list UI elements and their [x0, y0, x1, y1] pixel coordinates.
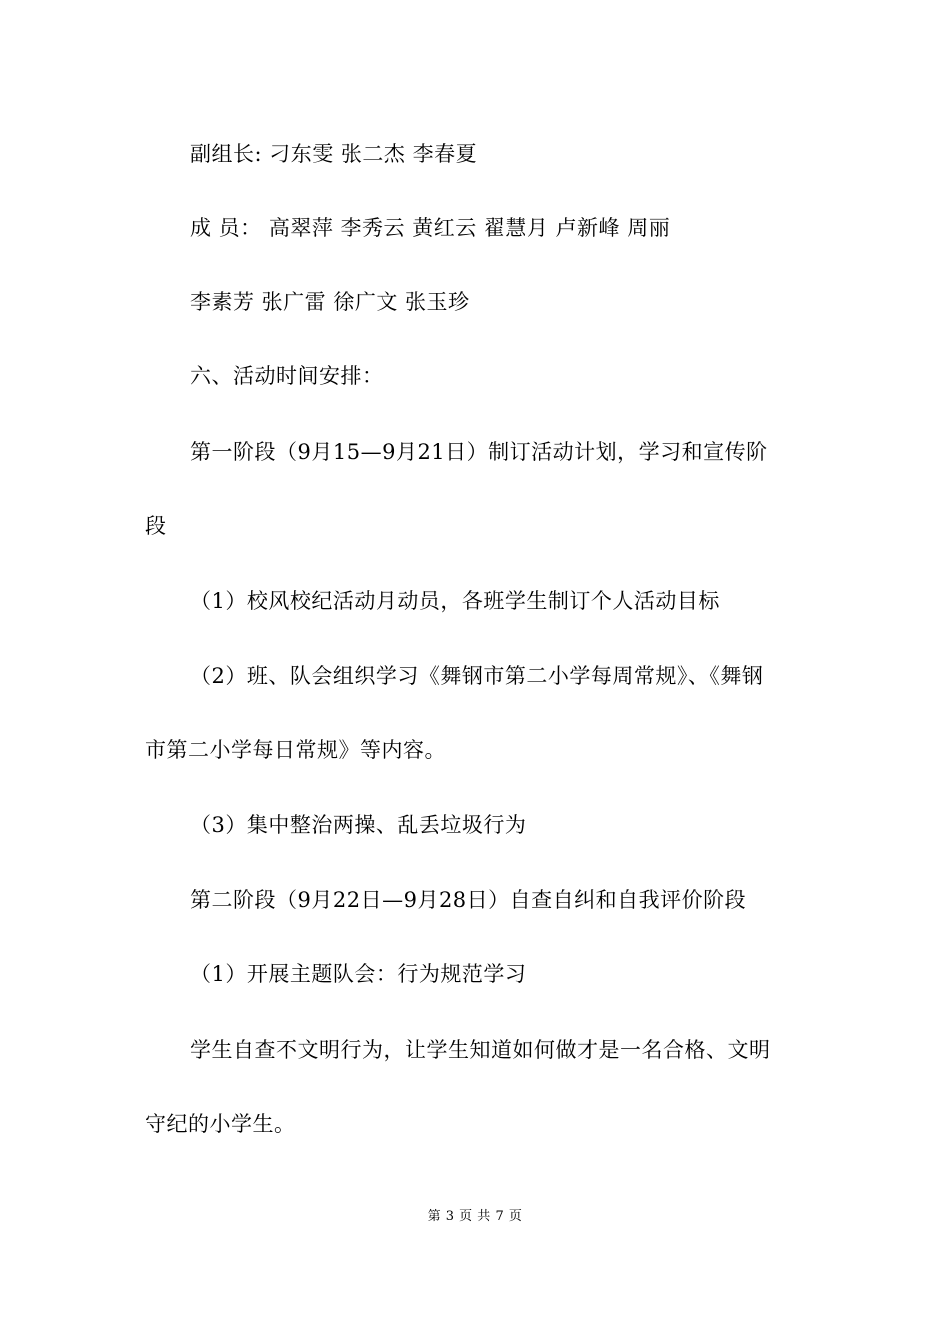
paragraph-line: 学生自查不文明行为，让学生知道如何做才是一名合格、文明 — [190, 1038, 771, 1062]
list-item: （2）班、队会组织学习《舞钢市第二小学每周常规》、《舞钢 — [190, 664, 764, 688]
list-item-continued: 市第二小学每日常规》等内容。 — [145, 738, 446, 762]
list-item: （3）集中整治两操、乱丢垃圾行为 — [190, 813, 527, 837]
paragraph-line: 守纪的小学生。 — [145, 1112, 296, 1136]
members-continued-line: 李素芳 张广雷 徐广文 张玉珍 — [190, 290, 470, 314]
section-heading: 六、活动时间安排： — [190, 364, 384, 388]
list-item: （1）校风校纪活动月动员，各班学生制订个人活动目标 — [190, 589, 720, 613]
paragraph-line: 段 — [145, 514, 167, 538]
paragraph-line: 第一阶段（9月15—9月21日）制订活动计划，学习和宣传阶 — [190, 440, 768, 464]
members-line: 成 员： 高翠萍 李秀云 黄红云 翟慧月 卢新峰 周丽 — [190, 216, 671, 240]
list-item: （1）开展主题队会：行为规范学习 — [190, 962, 527, 986]
paragraph-line: 第二阶段（9月22日—9月28日）自查自纠和自我评价阶段 — [190, 888, 747, 912]
deputy-leaders-line: 副组长: 刁东雯 张二杰 李春夏 — [190, 142, 478, 166]
page-number-footer: 第 3 页 共 7 页 — [427, 1209, 523, 1224]
